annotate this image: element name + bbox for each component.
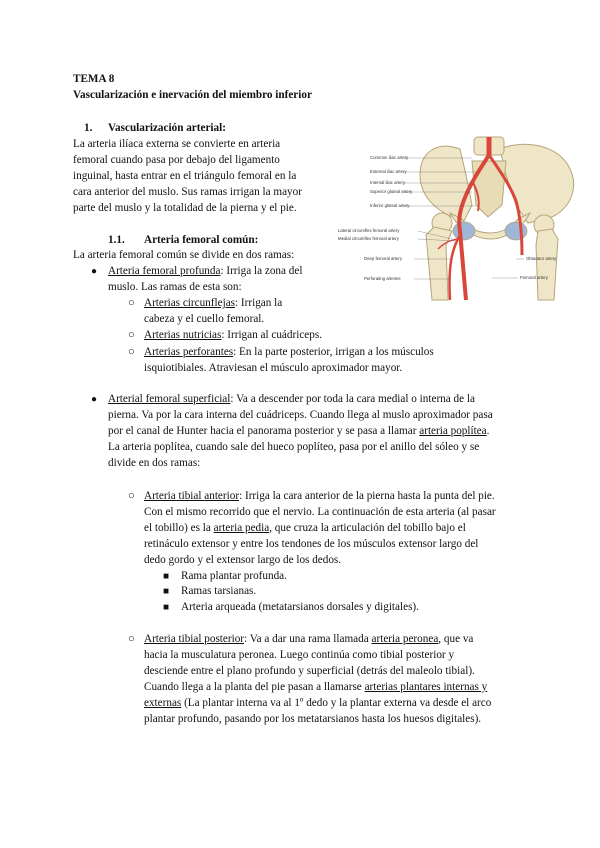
list-item-continued: divide en dos ramas: [108,457,201,469]
list-item: Arteria femoral profunda: Irriga la zona del [108,265,303,277]
figure-label: Medial circumflex femoral artery [338,236,399,241]
list-item-continued: Cuando llega a la planta del pie pasan a llamarse arterias plantares internas y [144,681,488,693]
page-title: TEMA 8 [73,73,115,85]
paragraph-line: femoral cuando pasa por debajo del ligamento [73,154,280,166]
bullet-square: ■ [163,571,170,582]
section-heading: Vascularización arterial: [108,122,226,134]
list-item-continued: externas (La plantar interna va al 1º dedo y la plantar externa va desde el arco [144,697,492,709]
list-item-continued: La arteria poplítea, cuando sale del hueco poplíteo, pasa por el anillo del sóleo y se [108,441,480,453]
list-item-continued: por el canal de Hunter hacia el panorama posterior y se pasa a llamar arteria poplítea. [108,425,490,437]
bullet-circle: ○ [128,346,135,358]
bullet-circle: ○ [128,329,135,341]
paragraph-line: parte del muslo y la totalidad de la pierna y el pie. [73,202,297,214]
pelvis-artery-illustration [338,135,586,300]
bullet-circle: ○ [128,633,135,645]
subsection-number: 1.1. [108,234,125,246]
paragraph-line: cara anterior del muslo. Sus ramas irrigan la mayor [73,186,302,198]
list-item: Arterial femoral superficial: Va a descender por toda la cara medial o interna de la [108,393,475,405]
figure-label: External iliac artery [370,169,407,174]
figure-label: Femoral artery [520,275,548,280]
list-item: Arterias nutricias: Irrigan al cuádriceps. [144,329,322,341]
list-item-continued: plantar profundo, pasando por los metatarsianos hasta los huesos digitales). [144,713,482,725]
list-item-continued: dedo gordo y el extensor largo de los dedos. [144,554,342,566]
list-item-continued: muslo. Las ramas de esta son: [108,281,242,293]
deep-femoral-artery [449,235,460,300]
list-item-continued: el tobillo) es la arteria pedia, que cruza la articulación del tobillo bajo el [144,522,466,534]
femur-bone [536,229,558,300]
figure-label: Inferior gluteal artery [370,203,410,208]
bullet-circle: ○ [128,490,135,502]
subsection-intro: La arteria femoral común se divide en dos ramas: [73,249,295,261]
list-item-continued: Con el mismo recorrido que el nervio. La continuación de esta arteria (al pasar [144,506,496,518]
bullet-square: ■ [163,586,170,597]
term-link: Arteria femoral profunda [108,265,221,277]
paragraph-line: inguinal, hasta entrar en el triángulo femoral en la [73,170,297,182]
paragraph-line: La arteria ilíaca externa se convierte en arteria [73,138,281,150]
sacrum-bone [472,161,506,217]
pelvis-bone [500,144,574,223]
obturator-foramen [505,222,527,240]
list-item-continued: isquiotibiales. Atraviesan el músculo aproximador mayor. [144,362,403,374]
list-item-continued: hacia la musculatura peronea. Luego continúa como tibial posterior y [144,649,455,661]
list-item: Ramas tarsianas. [181,585,257,597]
figure-label: Deep femoral artery [364,256,402,261]
list-item: Arteria tibial anterior: Irriga la cara anterior de la pierna hasta la punta del pie. [144,490,495,502]
page-subtitle: Vascularización e inervación del miembro inferior [73,89,312,101]
list-item: Arteria tibial posterior: Va a dar una rama llamada arteria peronea, que va [144,633,474,645]
bullet-disc: ● [91,394,98,405]
bullet-circle: ○ [128,297,135,309]
section-number: 1. [84,122,93,134]
list-item-continued: pierna. Va por la cara interna del cuádriceps. Cuando llega al muslo aproximador pasa [108,409,493,421]
list-item: Arteria arqueada (metatarsianos dorsales y digitales). [181,601,419,613]
list-item-continued: cabeza y el cuello femoral. [144,313,265,325]
figure-label: Internal iliac artery [370,180,406,185]
figure-label: Common iliac artery [370,155,409,160]
figure-label: Obturator artery [526,256,557,261]
figure-label: Superior gluteal artery [370,189,413,194]
figure-label: Perforating arteries [364,276,401,281]
bullet-square: ■ [163,602,170,613]
subsection-heading: Arteria femoral común: [144,234,259,246]
list-item: Arterias perforantes: En la parte posterior, irrigan a los músculos [144,346,434,358]
list-item: Arterias circunflejas: Irrigan la [144,297,283,309]
list-item: Rama plantar profunda. [181,570,287,582]
obturator-foramen [453,222,475,240]
bullet-disc: ● [91,266,98,277]
list-item-continued: desciende entre el plano profundo y superficial (detrás del maleolo tibial). [144,665,475,677]
figure-label: Lateral circumflex femoral artery [338,228,400,233]
list-item-continued: retináculo extensor y entre los tendones de los músculos extensor largo del [144,538,479,550]
pelvis-bone [420,146,472,221]
